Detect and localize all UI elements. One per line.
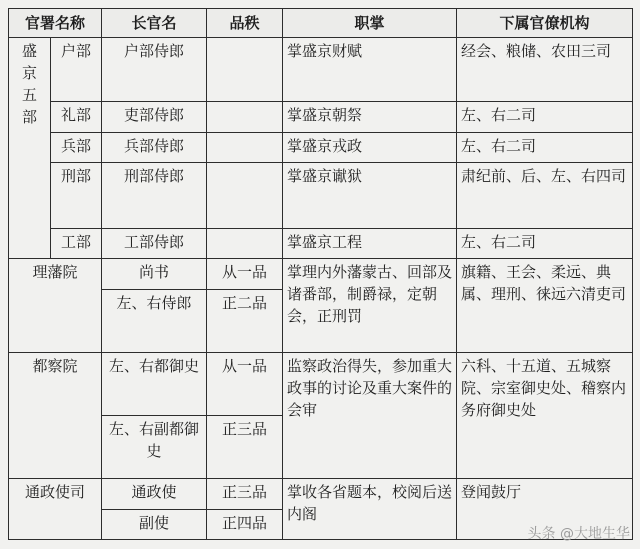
dept-name: 户部 (51, 38, 102, 102)
rank-cell (207, 132, 283, 162)
duty-cell: 掌盛京朝祭 (283, 102, 457, 132)
table-row (9, 132, 633, 162)
officials-table (8, 8, 633, 540)
rank-cell: 正四品 (207, 509, 283, 540)
office-name-duchayuan: 都察院 (9, 352, 102, 478)
header-office-name: 官署名称 (9, 9, 102, 38)
office-name-tongzhengshisi: 通政使司 (9, 479, 102, 540)
duty-cell: 监察政治得失，参加重大政事的讨论及重大案件的会审 (283, 352, 457, 478)
rank-cell (207, 163, 283, 228)
duty-cell: 掌盛京谳狱 (283, 163, 457, 228)
rank-cell: 正二品 (207, 289, 283, 352)
table-row (9, 259, 633, 289)
source-watermark: 头条 @大地生华 (527, 526, 630, 542)
official-title: 尚书 (102, 259, 207, 289)
dept-name: 兵部 (51, 132, 102, 162)
official-title: 工部侍郎 (102, 228, 207, 258)
subordinates-cell: 左、右二司 (457, 132, 633, 162)
group-char: 部 (21, 108, 37, 126)
header-official-title: 长官名 (102, 9, 207, 38)
official-title: 左、右都御史 (102, 352, 207, 415)
subordinates-cell: 左、右二司 (457, 228, 633, 258)
header-row (9, 9, 633, 38)
duty-cell: 掌盛京财赋 (283, 38, 457, 102)
table-row (9, 102, 633, 132)
official-title: 刑部侍郎 (102, 163, 207, 228)
duty-cell: 掌盛京戎政 (283, 132, 457, 162)
official-title: 通政使 (102, 479, 207, 509)
header-duty: 职掌 (283, 9, 457, 38)
subordinates-cell: 肃纪前、后、左、右四司 (457, 163, 633, 228)
rank-cell: 正三品 (207, 415, 283, 478)
header-subordinates: 下属官僚机构 (457, 9, 633, 38)
rank-cell (207, 228, 283, 258)
group-label-shengjing (9, 38, 51, 259)
table-row (9, 352, 633, 415)
official-title: 户部侍郎 (102, 38, 207, 102)
subordinates-cell: 登闻鼓厅 (457, 479, 633, 540)
official-title: 副使 (102, 509, 207, 540)
group-char: 五 (21, 86, 37, 104)
subordinates-cell: 六科、十五道、五城察院、宗室御史处、稽察内务府御史处 (457, 352, 633, 478)
rank-cell: 从一品 (207, 259, 283, 289)
official-title: 兵部侍郎 (102, 132, 207, 162)
dept-name: 礼部 (51, 102, 102, 132)
table-row (9, 228, 633, 258)
rank-cell: 从一品 (207, 352, 283, 415)
official-title: 左、右侍郎 (102, 289, 207, 352)
group-char: 盛 (21, 42, 37, 60)
subordinates-cell: 旗籍、王会、柔远、典属、理刑、徕远六清吏司 (457, 259, 633, 353)
table-row (9, 479, 633, 509)
dept-name: 刑部 (51, 163, 102, 228)
rank-cell (207, 38, 283, 102)
subordinates-cell: 左、右二司 (457, 102, 633, 132)
group-char: 京 (21, 64, 37, 82)
subordinates-cell: 经会、粮储、农田三司 (457, 38, 633, 102)
dept-name: 工部 (51, 228, 102, 258)
official-title: 吏部侍郎 (102, 102, 207, 132)
rank-cell (207, 102, 283, 132)
table-row (9, 38, 633, 102)
duty-cell: 掌盛京工程 (283, 228, 457, 258)
official-title: 左、右副都御史 (102, 415, 207, 478)
duty-cell: 掌理内外藩蒙古、回部及诸番部，制爵禄，定朝会，正刑罚 (283, 259, 457, 353)
header-rank: 品秩 (207, 9, 283, 38)
duty-cell: 掌收各省题本，校阅后送内阁 (283, 479, 457, 540)
rank-cell: 正三品 (207, 479, 283, 509)
table-row (9, 163, 633, 228)
office-name-lifanyuan: 理藩院 (9, 259, 102, 353)
